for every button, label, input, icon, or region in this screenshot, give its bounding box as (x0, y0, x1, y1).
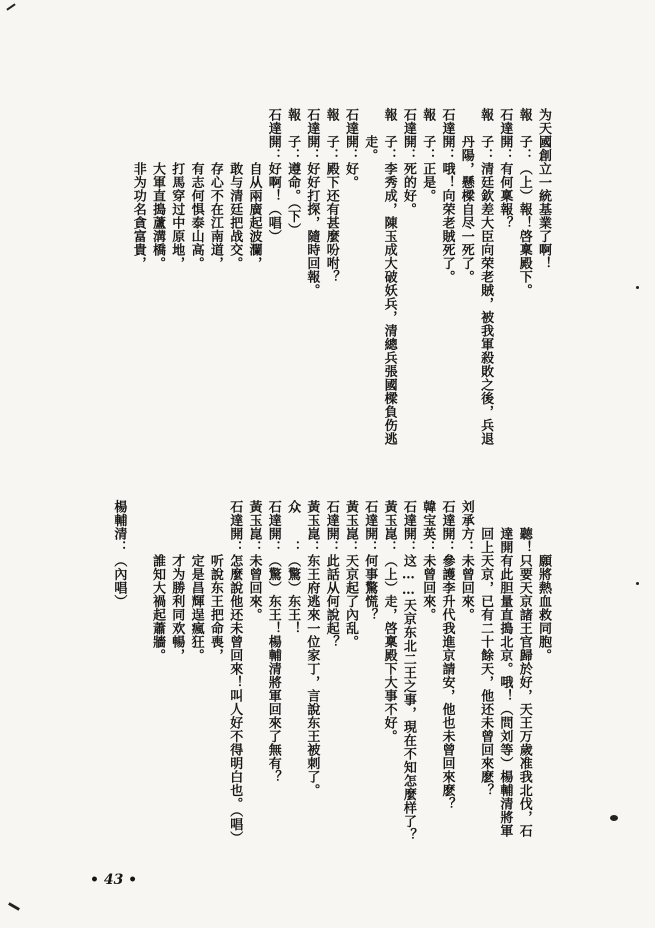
text-column: 報 子：清廷欽差大臣向荣老賊，被我軍殺敗之後，兵退 (478, 108, 494, 446)
scan-speck (636, 582, 639, 585)
text-column: 願將熱血救同胞。 (536, 500, 551, 662)
text-column: 報 子：正是。 (420, 108, 436, 203)
text-column: 石達開：此話从何說起？ (323, 500, 339, 649)
text-column: 黃玉崑：天京起了內乱。 (343, 500, 358, 649)
text-column: 走。 (362, 108, 378, 162)
text-column: 众 ：（驚）东王！ (285, 500, 301, 635)
text-column: 石達開：參護李升代我進京請安，他也未曾回來麽？ (439, 500, 455, 811)
text-column: 大軍直搗蘆溝橋。 (150, 108, 165, 270)
scan-edge-mark (6, 3, 15, 10)
text-column: 報 子：李秀成，陳玉成大破妖兵，清總兵張國樑負伤逃 (381, 108, 397, 446)
text-column: 報 子：（上）報！啓稟殿下。 (516, 108, 532, 297)
text-column: 非为功名貪富貴， (130, 108, 146, 270)
text-column: 石達開：好。 (343, 108, 358, 189)
text-column: 石達開：（驚）东王！楊輔清將軍回來了無有？ (265, 500, 281, 784)
text-column: 丹陽，懸樑自尽一死了。 (458, 108, 474, 284)
text-column: 听說东王把命喪， (207, 500, 223, 662)
text-column: 石達開：怎麼說他还未曾回來！叫人好不得明白也。（唱） (227, 500, 243, 845)
text-column: 石達開：何事驚慌？ (362, 500, 378, 622)
text-column: 存心不在江南道， (207, 108, 223, 270)
text-column: 石達開：有何稟報？ (497, 108, 513, 230)
text-column: 韓宝英：未曾回來。 (420, 500, 436, 622)
text-column: 回上天京，已有二十餘天，他还未曾回來麽？ (478, 500, 494, 797)
scan-speck (636, 286, 639, 289)
text-column: 黃玉崑：未曾回來。 (246, 500, 262, 622)
text-column: 達開有此胆量直搗北京。哦！（問刘等）楊輔清將軍 (497, 500, 513, 838)
text-column: 刘承方：未曾回來。 (458, 500, 474, 622)
text-column: 打馬穿过中原地， (169, 108, 185, 270)
text-column: 石達開：好好打探，隨時回報。 (304, 108, 320, 297)
text-column: 石達開：这……天京东北二王之事，現在不知怎麼样了？ (400, 500, 416, 842)
text-column: 石達開：好啊！（唱） (265, 108, 281, 243)
text-column: 敢与清廷把战交。 (227, 108, 243, 270)
text-column: 石達開：哦！向荣老賊死了。 (439, 108, 455, 284)
text-column: 黃玉崑：东王府逃來一位家丁，言說东王被刺了。 (304, 500, 320, 797)
text-column: 石達開：死的好。 (400, 108, 416, 216)
text-column: 誰知大禍起蕭牆。 (150, 500, 165, 662)
text-column: 聽！只要天京諸王官歸於好，天王万歲准我北伐，石 (516, 500, 532, 838)
text-column: 为天國創立一統基業了啊！ (536, 108, 551, 270)
text-column: 自从兩廣起波瀾， (246, 108, 262, 270)
text-column: 楊輔清：（內唱） (111, 500, 127, 608)
scan-edge-mark (8, 902, 20, 911)
scan-speck (610, 815, 618, 821)
text-column: 定是昌輝逞瘋狂。 (188, 500, 204, 662)
text-column: 黃玉崑：（上）走，啓稟殿下大事不好。 (381, 500, 397, 743)
text-column: 報 子：遵命。（下） (285, 108, 301, 237)
text-column: 報 子：殿下还有甚麼吩咐？ (323, 108, 339, 284)
text-column: 才为勝利同欢暢， (169, 500, 185, 662)
page-number: • 43 • (90, 872, 138, 888)
text-column: 有志何惧泰山高。 (188, 108, 204, 270)
